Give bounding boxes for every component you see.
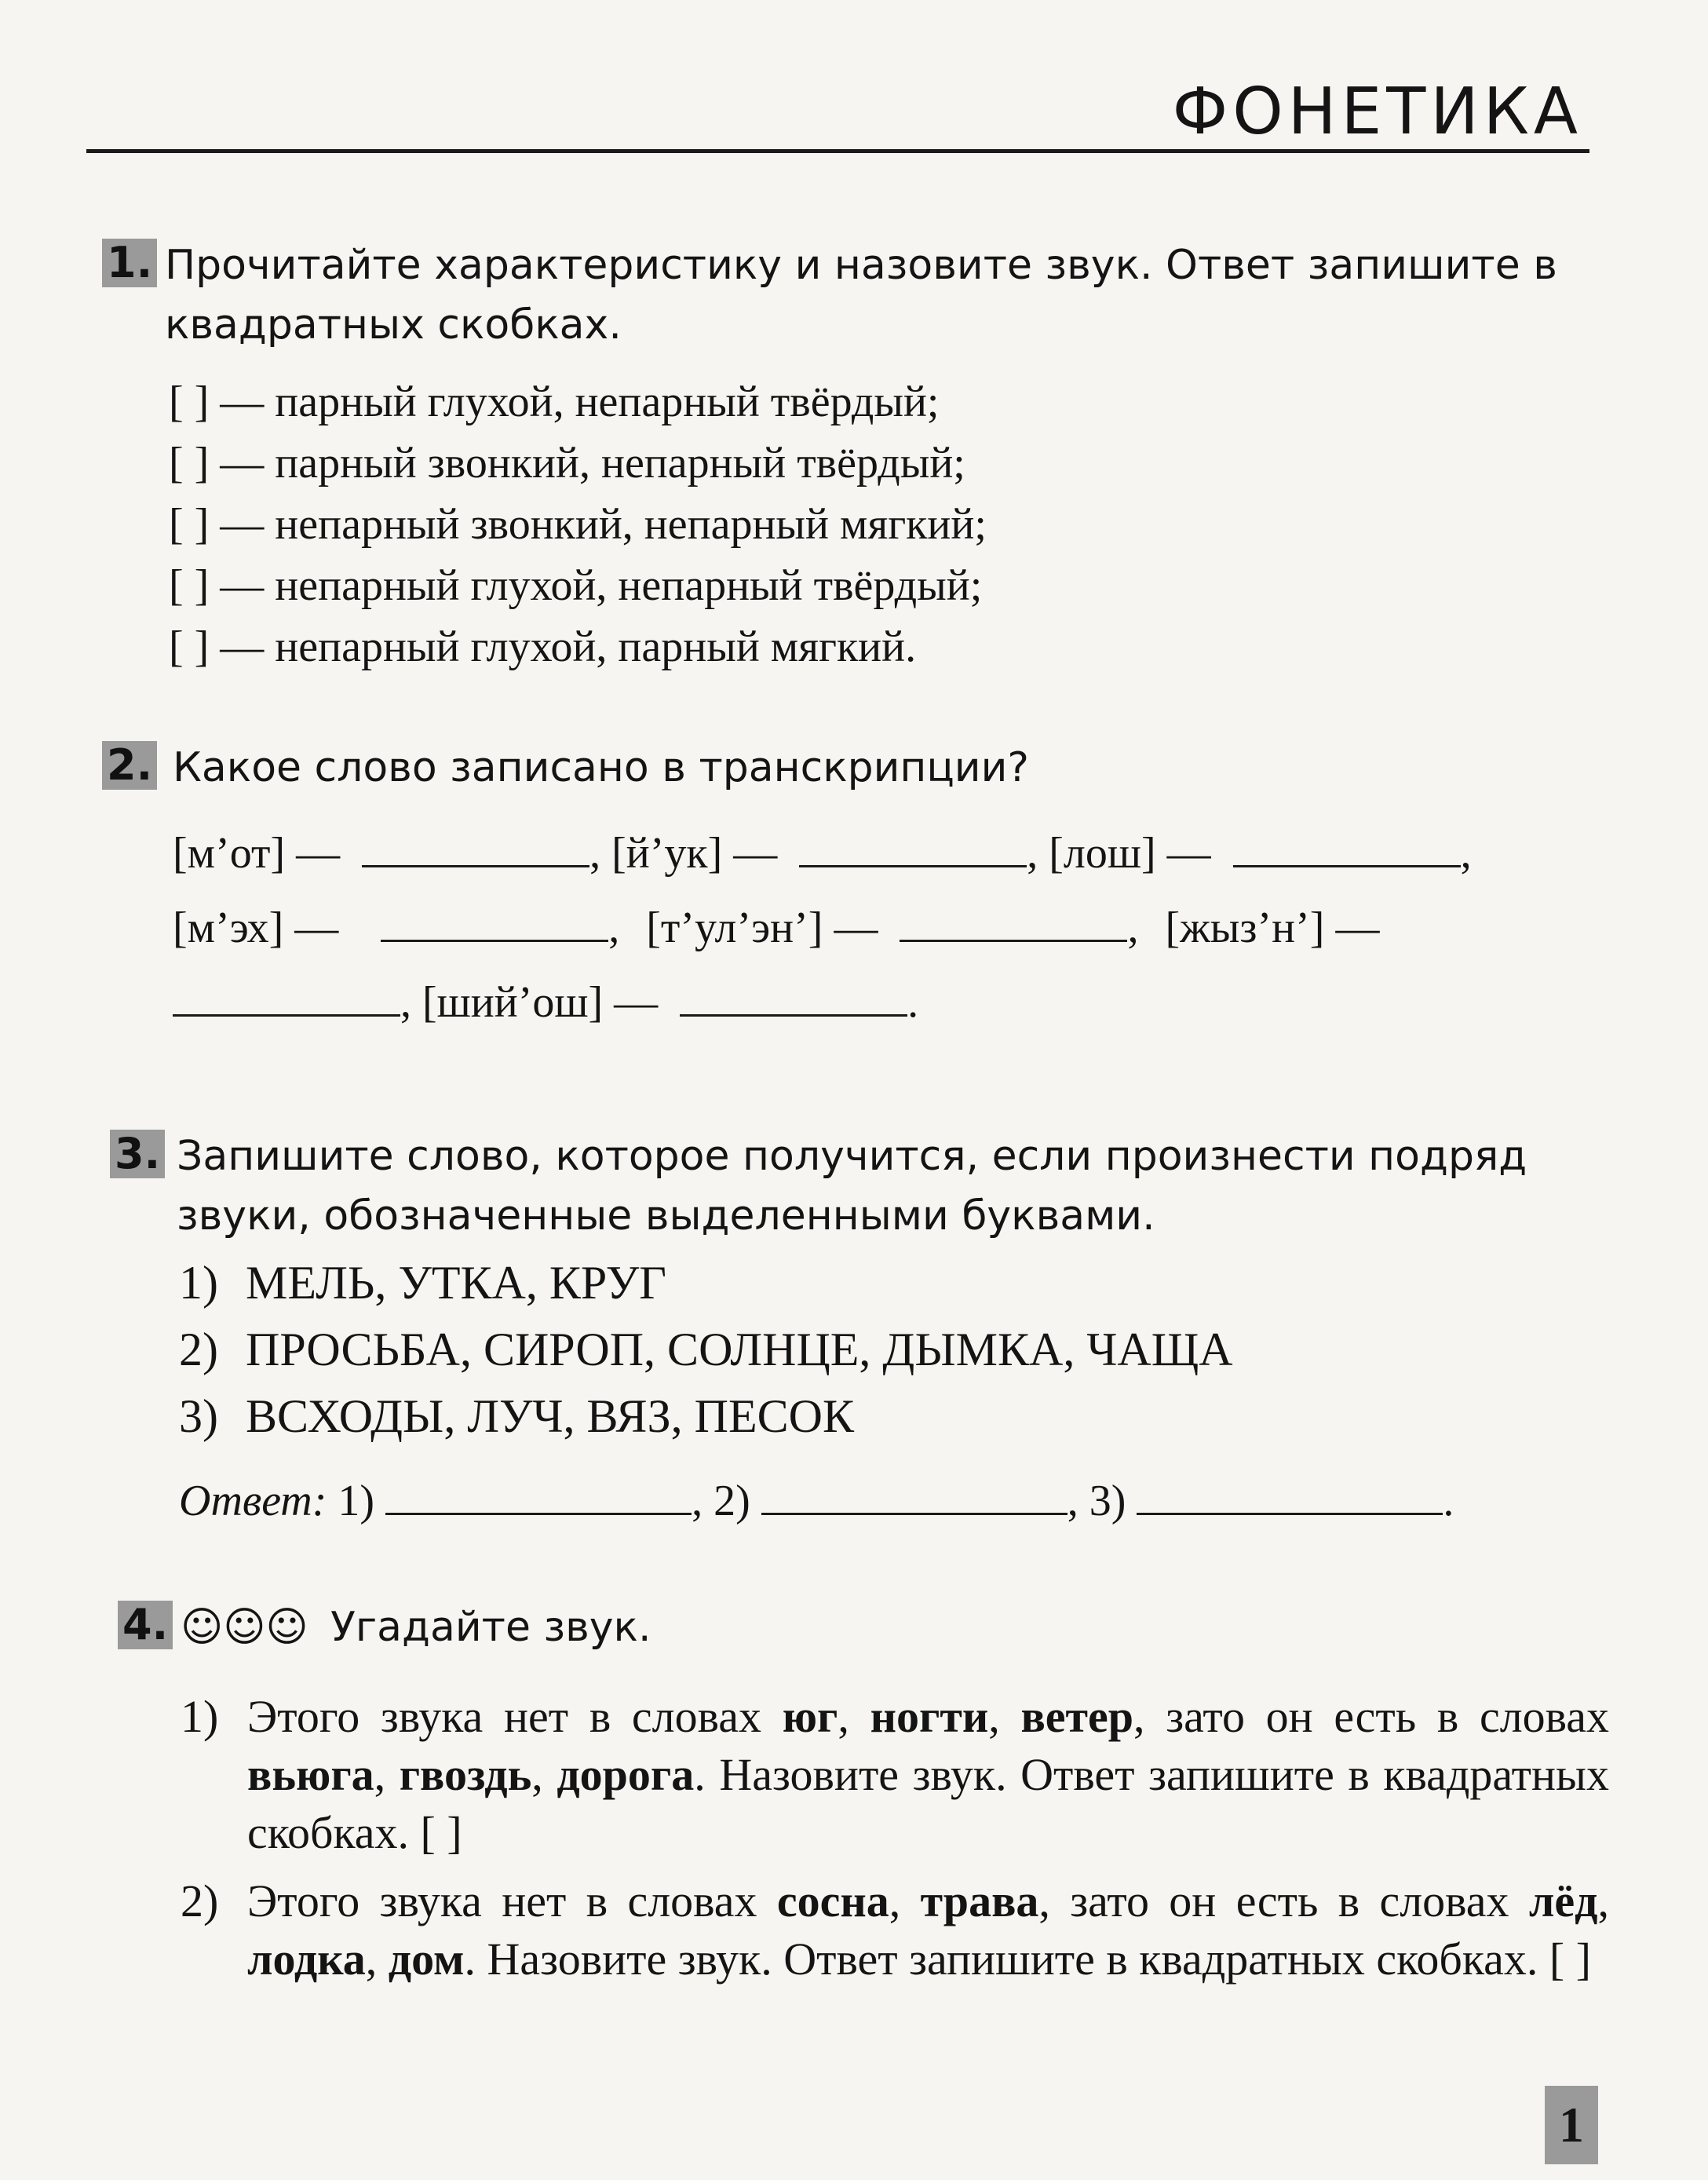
- answer-blank[interactable]: [381, 905, 608, 942]
- task-4: [102, 1598, 1601, 1657]
- task-1: [102, 236, 1601, 355]
- row-words: ПРОСЬБА, СИРОП, СОЛНЦЕ, ДЫМКА, ЧАЩА: [245, 1324, 1233, 1375]
- task-3: [102, 1127, 1601, 1246]
- transcription: [жыз’н’] —: [1165, 904, 1380, 952]
- transcription: [ший’ош] —: [422, 978, 659, 1027]
- task2-row-2: [м’эх] — , [т’ул’эн’] — , [жыз’н’] —: [173, 904, 1380, 952]
- task2-row-3: , [ший’ош] — .: [173, 977, 918, 1028]
- answer-part: , 3): [1067, 1477, 1126, 1525]
- transcription: [лош] —: [1049, 829, 1211, 878]
- title-underline: [86, 149, 1589, 153]
- task3-row-2: [179, 1323, 1233, 1377]
- answer-blank[interactable]: [173, 980, 400, 1017]
- page-number: 1: [1545, 2086, 1598, 2164]
- transcription: [м’от] —: [173, 829, 341, 878]
- answer-blank[interactable]: [900, 905, 1127, 942]
- task-number: 2.: [102, 741, 157, 790]
- transcription: [й’ук] —: [611, 829, 778, 878]
- page-title: ФОНЕТИКА: [1172, 75, 1582, 149]
- task-question: Прочитайте характеристику и назовите звук. Ответ запишите в квадратных скобках.: [165, 242, 1557, 349]
- answer-blank[interactable]: [761, 1478, 1068, 1515]
- row-number: 1): [179, 1257, 218, 1309]
- difficulty-smileys: ☺☺☺: [181, 1604, 308, 1651]
- row-words: ВСХОДЫ, ЛУЧ, ВЯЗ, ПЕСОК: [245, 1390, 854, 1442]
- answer-blank[interactable]: [362, 831, 589, 867]
- task-number: 4.: [118, 1601, 173, 1649]
- task1-item-4: [ ] — непарный глухой, непарный твёрдый;: [169, 561, 983, 610]
- transcription: [т’ул’эн’] —: [646, 904, 878, 952]
- item-number: 1): [181, 1691, 219, 1742]
- answer-blank[interactable]: [385, 1478, 692, 1515]
- task3-row-3: [179, 1389, 854, 1444]
- answer-part: .: [1443, 1477, 1454, 1525]
- task1-item-1: [ ] — парный глухой, непарный твёрдый;: [169, 378, 940, 426]
- transcription: [м’эх] —: [173, 904, 339, 952]
- answer-blank[interactable]: [799, 831, 1027, 867]
- item-number: 2): [181, 1875, 219, 1926]
- answer-blank[interactable]: [1137, 1478, 1443, 1515]
- row-number: 2): [179, 1324, 218, 1375]
- task1-item-5: [ ] — непарный глухой, парный мягкий.: [169, 623, 917, 671]
- task-question: Какое слово записано в транскрипции?: [173, 744, 1029, 791]
- task1-item-3: [ ] — непарный звонкий, непарный мягкий;: [169, 500, 987, 549]
- task1-item-2: [ ] — парный звонкий, непарный твёрдый;: [169, 439, 965, 487]
- answer-label: Ответ:: [179, 1477, 327, 1525]
- answer-blank[interactable]: [1233, 831, 1461, 867]
- task4-item-2: 2) Этого звука нет в словах сосна, трава, зато он есть в словах лёд, лодка, дом. Назовите звук. Ответ запишите в квадратных скобках. [ ]: [181, 1872, 1609, 1988]
- task-2: [102, 738, 1601, 798]
- row-words: МЕЛЬ, УТКА, КРУГ: [245, 1257, 666, 1309]
- task2-row-1: [м’от] — , [й’ук] — , [лош] — ,: [173, 829, 1472, 878]
- task-number: 1.: [102, 239, 157, 287]
- answer-part: 1): [338, 1477, 375, 1525]
- task4-item-1: 1) Этого звука нет в словах юг, ногти, ветер, зато он есть в словах вьюга, гвоздь, дорога. Назовите звук. Ответ запишите в квадратных скобках. [ ]: [181, 1688, 1609, 1862]
- task-question: ☺☺☺ Угадайте звук.: [181, 1604, 651, 1651]
- answer-blank[interactable]: [680, 980, 907, 1017]
- task3-answer: [179, 1476, 1454, 1526]
- task-question: Запишите слово, которое получится, если произнести подряд звуки, обозначенные выделенными буквами.: [177, 1133, 1527, 1240]
- task-number: 3.: [110, 1130, 165, 1178]
- row-number: 3): [179, 1390, 218, 1442]
- answer-part: , 2): [692, 1477, 750, 1525]
- task3-row-1: [179, 1256, 666, 1310]
